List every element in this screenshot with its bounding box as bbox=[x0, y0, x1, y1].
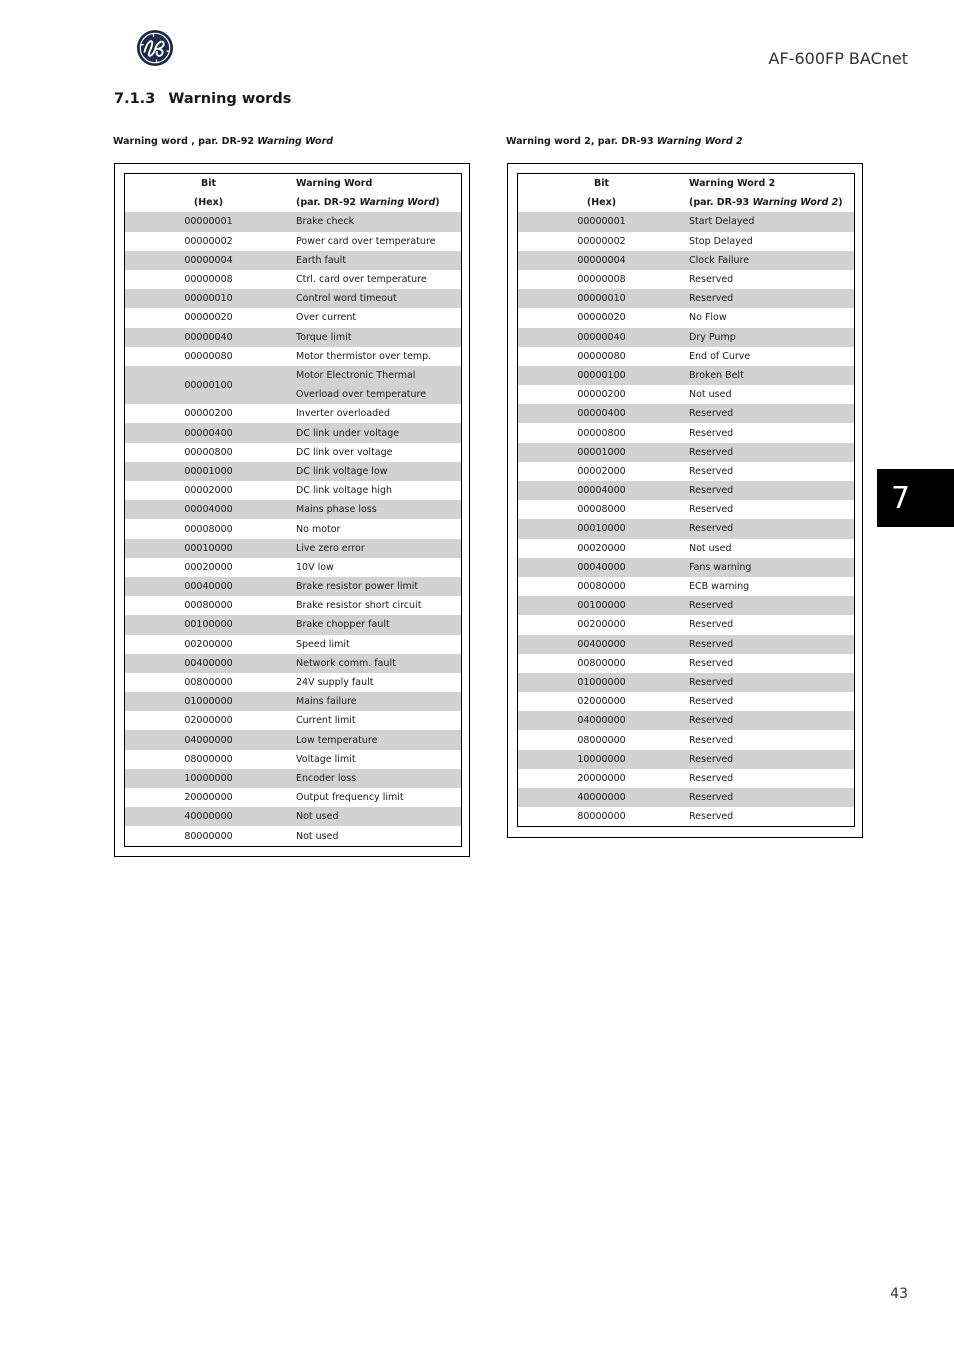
bit-hex-cell: 00000008 bbox=[577, 274, 626, 286]
table-row bbox=[518, 673, 854, 692]
bit-hex-cell: 00100000 bbox=[518, 596, 685, 615]
bit-hex-cell: 00010000 bbox=[518, 519, 685, 538]
table-row bbox=[518, 788, 854, 807]
table2-frame bbox=[507, 163, 863, 838]
table-row bbox=[125, 654, 461, 673]
bit-hex-cell: 00000800 bbox=[184, 446, 233, 458]
table-row bbox=[125, 366, 461, 404]
table2-caption-italic: Warning Word 2 bbox=[656, 136, 743, 147]
bit-hex-cell: 00002000 bbox=[184, 485, 233, 497]
description-cell: DC link over voltage bbox=[296, 446, 393, 458]
description-cell: Speed limit bbox=[296, 638, 350, 650]
bit-hex-cell: 00000008 bbox=[184, 274, 233, 286]
table1-header-param: (par. DR-92 Warning Word) bbox=[296, 197, 440, 209]
bit-hex-cell: 00000004 bbox=[518, 251, 685, 270]
table-row bbox=[125, 347, 461, 366]
description-cell: No Flow bbox=[689, 312, 727, 324]
table1-caption-prefix: Warning word , par. DR-92 bbox=[113, 136, 258, 147]
bit-hex-cell: 00000080 bbox=[577, 350, 626, 362]
bit-hex-cell: 00004000 bbox=[518, 481, 685, 500]
table-row bbox=[518, 635, 854, 654]
table2-header-row-1 bbox=[518, 174, 854, 193]
description-cell: Ctrl. card over temperature bbox=[296, 274, 427, 286]
description-cell: Reserved bbox=[685, 673, 854, 692]
warning-word-2-table bbox=[518, 174, 854, 826]
description-cell: Reserved bbox=[685, 788, 854, 807]
table-row bbox=[125, 692, 461, 711]
table-row bbox=[518, 577, 854, 596]
table1-header-word: Warning Word bbox=[296, 178, 373, 190]
description-cell: Dry Pump bbox=[685, 328, 854, 347]
bit-hex-cell: 00000200 bbox=[184, 408, 233, 420]
bit-hex-cell: 20000000 bbox=[184, 792, 233, 804]
table-row bbox=[125, 539, 461, 558]
bit-hex-cell: 00000020 bbox=[184, 312, 233, 324]
description-cell: Encoder loss bbox=[292, 769, 461, 788]
table-row bbox=[518, 462, 854, 481]
description-cell: ECB warning bbox=[689, 581, 750, 593]
table-row bbox=[518, 443, 854, 462]
table-row bbox=[125, 519, 461, 538]
table-row bbox=[518, 500, 854, 519]
bit-hex-cell: 00080000 bbox=[184, 600, 233, 612]
description-cell: Reserved bbox=[689, 427, 734, 439]
bit-hex-cell: 00800000 bbox=[577, 657, 626, 669]
description-cell: Reserved bbox=[685, 289, 854, 308]
table2-header-hex: (Hex) bbox=[586, 197, 617, 209]
description-cell: Power card over temperature bbox=[296, 235, 436, 247]
table1-inner-frame bbox=[124, 173, 462, 847]
table2-header-row-2 bbox=[518, 193, 854, 212]
bit-hex-cell: 00000040 bbox=[125, 328, 292, 347]
bit-hex-cell: 00000200 bbox=[577, 389, 626, 401]
description-cell: Live zero error bbox=[292, 539, 461, 558]
bit-hex-cell: 08000000 bbox=[184, 753, 233, 765]
description-cell: Reserved bbox=[689, 619, 734, 631]
description-cell: Mains failure bbox=[292, 692, 461, 711]
description-cell: Reserved bbox=[685, 635, 854, 654]
warning-word-table bbox=[125, 174, 461, 846]
bit-hex-cell: 01000000 bbox=[518, 673, 685, 692]
table-row bbox=[125, 558, 461, 577]
table1-header-row-1 bbox=[125, 174, 461, 193]
table1-frame bbox=[114, 163, 470, 857]
description-cell: Low temperature bbox=[292, 730, 461, 749]
table-row bbox=[125, 328, 461, 347]
description-cell: Reserved bbox=[685, 711, 854, 730]
description-cell: Not used bbox=[689, 389, 732, 401]
table-row bbox=[125, 270, 461, 289]
description-cell: Reserved bbox=[689, 734, 734, 746]
bit-hex-cell: 10000000 bbox=[518, 750, 685, 769]
table2-header-param: (par. DR-93 Warning Word 2) bbox=[689, 197, 843, 209]
table-row bbox=[518, 289, 854, 308]
description-cell: DC link voltage low bbox=[292, 462, 461, 481]
table-row bbox=[518, 366, 854, 385]
table-row bbox=[518, 212, 854, 231]
table-row bbox=[125, 635, 461, 654]
bit-hex-cell: 00000400 bbox=[125, 423, 292, 442]
table-row bbox=[518, 730, 854, 749]
table-row bbox=[518, 385, 854, 404]
bit-hex-cell: 01000000 bbox=[125, 692, 292, 711]
description-cell: Reserved bbox=[689, 657, 734, 669]
description-cell: Not used bbox=[689, 542, 732, 554]
bit-hex-cell: 00008000 bbox=[184, 523, 233, 535]
table2-inner-frame bbox=[517, 173, 855, 827]
description-cell: Not used bbox=[296, 830, 339, 842]
table-row bbox=[518, 596, 854, 615]
table-row bbox=[125, 289, 461, 308]
bit-hex-cell: 00200000 bbox=[184, 638, 233, 650]
bit-hex-cell: 40000000 bbox=[518, 788, 685, 807]
description-cell: Stop Delayed bbox=[689, 235, 753, 247]
description-cell: Reserved bbox=[689, 504, 734, 516]
bit-hex-cell: 02000000 bbox=[184, 715, 233, 727]
table-row bbox=[125, 673, 461, 692]
description-cell: Brake resistor power limit bbox=[292, 577, 461, 596]
bit-hex-cell: 40000000 bbox=[125, 807, 292, 826]
table1-caption-italic: Warning Word bbox=[257, 136, 334, 147]
table-row bbox=[125, 212, 461, 231]
table-row bbox=[125, 730, 461, 749]
table-row bbox=[125, 711, 461, 730]
table-row bbox=[518, 539, 854, 558]
table-row bbox=[518, 654, 854, 673]
table-row bbox=[125, 500, 461, 519]
description-cell: Reserved bbox=[689, 465, 734, 477]
table-row bbox=[125, 423, 461, 442]
description-cell: Fans warning bbox=[685, 558, 854, 577]
bit-hex-cell: 00000400 bbox=[518, 404, 685, 423]
table-row bbox=[518, 328, 854, 347]
table-row bbox=[125, 443, 461, 462]
bit-hex-cell: 00020000 bbox=[184, 561, 233, 573]
table-row bbox=[518, 251, 854, 270]
page-number: 43 bbox=[890, 1286, 908, 1302]
bit-hex-cell: 00000001 bbox=[518, 212, 685, 231]
table-row bbox=[125, 481, 461, 500]
bit-hex-cell: 00100000 bbox=[125, 615, 292, 634]
table-row bbox=[518, 711, 854, 730]
table-row bbox=[518, 423, 854, 442]
bit-hex-cell: 00008000 bbox=[577, 504, 626, 516]
description-cell: Clock Failure bbox=[685, 251, 854, 270]
table-row bbox=[518, 692, 854, 711]
bit-hex-cell: 04000000 bbox=[518, 711, 685, 730]
description-cell: Reserved bbox=[689, 772, 734, 784]
table-row bbox=[518, 519, 854, 538]
bit-hex-cell: 00200000 bbox=[577, 619, 626, 631]
bit-hex-cell: 10000000 bbox=[125, 769, 292, 788]
description-cell: Torque limit bbox=[292, 328, 461, 347]
section-number: 7.1.3 bbox=[114, 91, 156, 107]
bit-hex-cell: 00010000 bbox=[125, 539, 292, 558]
bit-hex-cell: 00040000 bbox=[518, 558, 685, 577]
table-row bbox=[125, 750, 461, 769]
table-row bbox=[125, 826, 461, 845]
table-row bbox=[518, 558, 854, 577]
table-row bbox=[125, 251, 461, 270]
bit-hex-cell: 00000001 bbox=[125, 212, 292, 231]
description-cell: DC link voltage high bbox=[296, 485, 393, 497]
bit-hex-cell: 00020000 bbox=[577, 542, 626, 554]
description-cell: Reserved bbox=[689, 274, 734, 286]
description-cell: Not used bbox=[292, 807, 461, 826]
chapter-tab: 7 bbox=[877, 469, 954, 527]
description-cell: Reserved bbox=[685, 519, 854, 538]
bit-hex-cell: 00400000 bbox=[518, 635, 685, 654]
description-cell: Brake resistor short circuit bbox=[296, 600, 422, 612]
description-cell: No motor bbox=[296, 523, 341, 535]
table2-caption-prefix: Warning word 2, par. DR-93 bbox=[506, 136, 657, 147]
description-cell: DC link under voltage bbox=[292, 423, 461, 442]
table-row bbox=[518, 232, 854, 251]
table-row bbox=[125, 807, 461, 826]
description-cell: 24V supply fault bbox=[296, 677, 374, 688]
description-cell: Inverter overloaded bbox=[296, 408, 391, 420]
table-row bbox=[125, 596, 461, 615]
product-title: AF-600FP BACnet bbox=[768, 49, 908, 68]
bit-hex-cell: 00000040 bbox=[518, 328, 685, 347]
table1-header-row-2 bbox=[125, 193, 461, 212]
table1-header-hex: (Hex) bbox=[193, 197, 224, 209]
description-cell: Earth fault bbox=[292, 251, 461, 270]
table-row bbox=[125, 232, 461, 251]
ge-logo bbox=[136, 29, 174, 67]
bit-hex-cell: 04000000 bbox=[125, 730, 292, 749]
description-cell: Start Delayed bbox=[685, 212, 854, 231]
table-row bbox=[518, 769, 854, 788]
description-cell: End of Curve bbox=[689, 350, 751, 362]
description-cell: Output frequency limit bbox=[296, 792, 404, 804]
table-row bbox=[125, 308, 461, 327]
bit-hex-cell: 00000020 bbox=[577, 312, 626, 324]
bit-hex-cell: 00000800 bbox=[577, 427, 626, 439]
bit-hex-cell: 00001000 bbox=[518, 443, 685, 462]
description-cell: Reserved bbox=[689, 696, 734, 708]
description-cell: Reserved bbox=[685, 404, 854, 423]
description-cell: Reserved bbox=[685, 596, 854, 615]
description-cell: Control word timeout bbox=[292, 289, 461, 308]
bit-hex-cell: 00000002 bbox=[577, 235, 626, 247]
description-cell: Motor Electronic Thermal Overload over temperature bbox=[292, 366, 461, 404]
description-cell: Network comm. fault bbox=[292, 654, 461, 673]
bit-hex-cell: 80000000 bbox=[184, 830, 233, 842]
table-row bbox=[125, 462, 461, 481]
table-row bbox=[518, 347, 854, 366]
table-row bbox=[518, 750, 854, 769]
table-row bbox=[518, 807, 854, 826]
table-row bbox=[518, 308, 854, 327]
bit-hex-cell: 00004000 bbox=[125, 500, 292, 519]
description-cell: Reserved bbox=[685, 443, 854, 462]
bit-hex-cell: 20000000 bbox=[577, 772, 626, 784]
bit-hex-cell: 00000002 bbox=[184, 235, 233, 247]
table1-header-bit: Bit bbox=[200, 178, 217, 190]
bit-hex-cell: 02000000 bbox=[577, 696, 626, 708]
table-row bbox=[518, 404, 854, 423]
bit-hex-cell: 00800000 bbox=[184, 677, 233, 688]
description-cell: Reserved bbox=[689, 811, 734, 823]
description-cell: Reserved bbox=[685, 750, 854, 769]
description-cell: Brake check bbox=[292, 212, 461, 231]
bit-hex-cell: 00000100 bbox=[125, 366, 292, 404]
description-cell: Broken Belt bbox=[685, 366, 854, 385]
description-cell: Brake chopper fault bbox=[292, 615, 461, 634]
bit-hex-cell: 00000004 bbox=[125, 251, 292, 270]
table-row bbox=[125, 769, 461, 788]
table-row bbox=[518, 481, 854, 500]
description-cell: Motor thermistor over temp. bbox=[296, 350, 432, 362]
description-cell: Over current bbox=[296, 312, 357, 324]
table2-caption bbox=[506, 136, 743, 147]
table-row bbox=[518, 615, 854, 634]
bit-hex-cell: 80000000 bbox=[577, 811, 626, 823]
table-row bbox=[125, 615, 461, 634]
section-heading bbox=[114, 91, 291, 107]
description-cell: Voltage limit bbox=[296, 753, 356, 765]
table-row bbox=[518, 270, 854, 289]
bit-hex-cell: 00002000 bbox=[577, 465, 626, 477]
bit-hex-cell: 00000010 bbox=[125, 289, 292, 308]
table1-caption bbox=[113, 136, 333, 147]
table-row bbox=[125, 577, 461, 596]
bit-hex-cell: 00040000 bbox=[125, 577, 292, 596]
table2-header-word: Warning Word 2 bbox=[689, 178, 776, 190]
table-row bbox=[125, 404, 461, 423]
section-title-text: Warning words bbox=[168, 91, 292, 107]
bit-hex-cell: 08000000 bbox=[577, 734, 626, 746]
bit-hex-cell: 00080000 bbox=[577, 581, 626, 593]
bit-hex-cell: 00001000 bbox=[125, 462, 292, 481]
description-cell: Current limit bbox=[296, 715, 356, 727]
description-cell: Reserved bbox=[685, 481, 854, 500]
bit-hex-cell: 00000100 bbox=[518, 366, 685, 385]
description-cell: Mains phase loss bbox=[292, 500, 461, 519]
table2-header-bit: Bit bbox=[593, 178, 610, 190]
bit-hex-cell: 00000080 bbox=[184, 350, 233, 362]
bit-hex-cell: 00400000 bbox=[125, 654, 292, 673]
table-row bbox=[125, 788, 461, 807]
description-cell: 10V low bbox=[296, 561, 334, 573]
bit-hex-cell: 00000010 bbox=[518, 289, 685, 308]
